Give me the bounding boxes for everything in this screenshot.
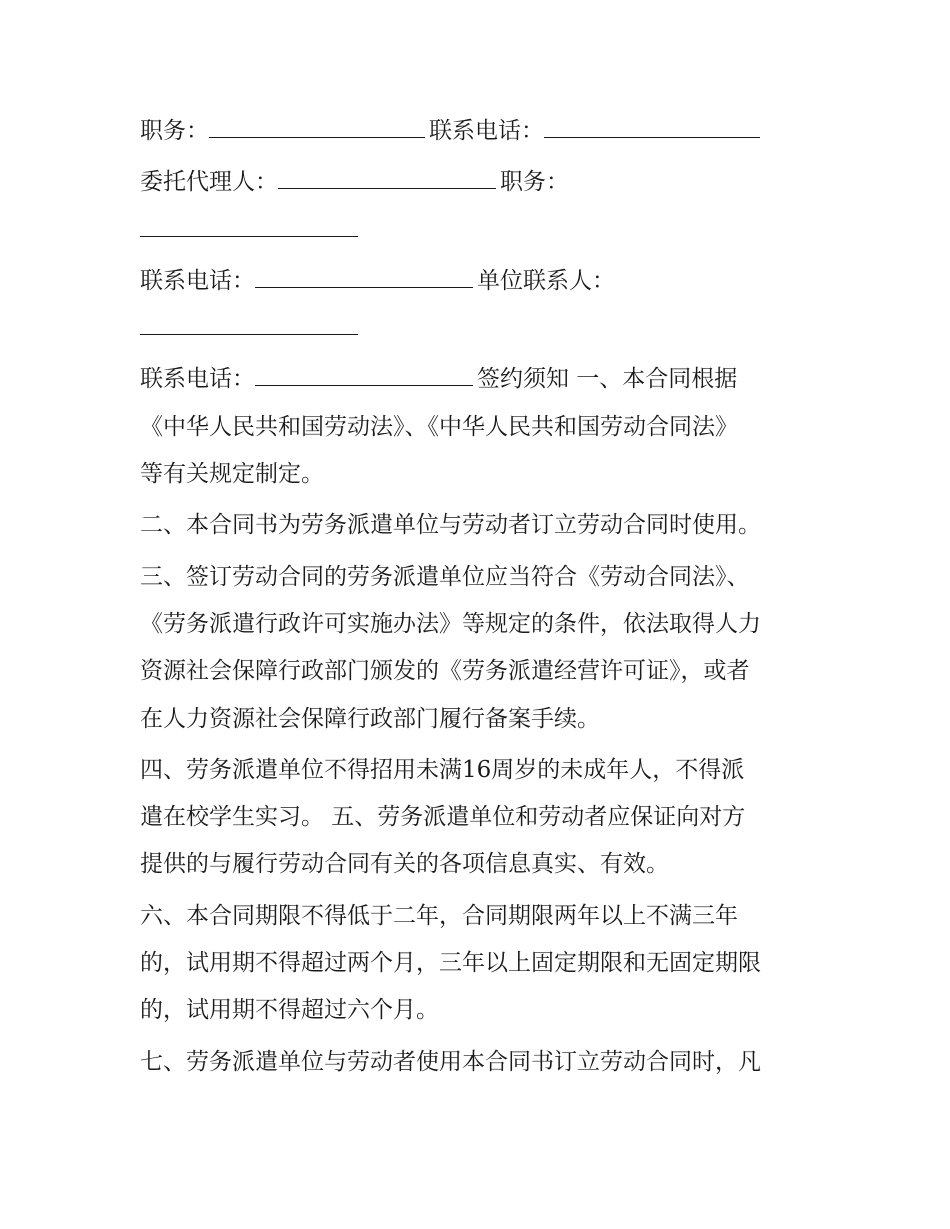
phone-label-2: 联系电话： — [140, 267, 255, 294]
notice-item2: 二、本合同书为劳务派遣单位与劳动者订立劳动合同时使用。 — [140, 512, 761, 539]
notice-item3-line4: 在人力资源社会保障行政部门履行备案手续。 — [140, 705, 600, 732]
unit-contact-blank[interactable] — [140, 312, 358, 335]
unit-contact-label: 单位联系人： — [477, 267, 615, 294]
notice-item4-line1: 四、劳务派遣单位不得招用未满16周岁的未成年人，不得派 — [140, 756, 745, 783]
phone-blank-2[interactable] — [255, 265, 473, 288]
notice-item6-line3: 的，试用期不得超过六个月。 — [140, 997, 439, 1024]
notice-item4-line2: 遣在校学生实习。 五、劳务派遣单位和劳动者应保证向对方 — [140, 804, 746, 831]
phone-label-3: 联系电话： — [140, 366, 255, 393]
notice-item1-line2: 《中华人民共和国劳动法》、《中华人民共和国劳动合同法》 — [140, 413, 738, 440]
document-body — [140, 108, 830, 1086]
notice-item5-line2: 提供的与履行劳动合同有关的各项信息真实、有效。 — [140, 851, 669, 878]
notice-item6-line1: 六、本合同期限不得低于二年，合同期限两年以上不满三年 — [140, 902, 738, 929]
contact-line-phone-notice — [140, 356, 830, 403]
notice-item1-line3: 等有关规定制定。 — [140, 461, 324, 488]
agent-label: 委托代理人： — [140, 169, 278, 196]
contact-line-agent-position — [140, 159, 830, 206]
agent-blank[interactable] — [278, 166, 496, 189]
phone-blank-3[interactable] — [255, 363, 473, 386]
contact-line-phone-unit — [140, 258, 830, 305]
contact-line-unit-blank — [140, 305, 830, 352]
position-label: 职务： — [140, 118, 209, 144]
contact-line-position-blank — [140, 207, 830, 254]
phone-blank[interactable] — [544, 115, 760, 138]
notice-item6-line2: 的，试用期不得超过两个月，三年以上固定期限和无固定期限 — [140, 950, 761, 977]
notice-item3-line2: 《劳务派遣行政许可实施办法》等规定的条件，依法取得人力 — [140, 610, 761, 637]
notice-heading: 签约须知 一、本合同根据 — [477, 366, 738, 393]
position-blank-2[interactable] — [140, 214, 358, 237]
notice-item7-line1: 七、劳务派遣单位与劳动者使用本合同书订立劳动合同时，凡 — [140, 1048, 761, 1075]
position-blank[interactable] — [209, 115, 425, 138]
notice-item3-line1: 三、签订劳动合同的劳务派遣单位应当符合《劳动合同法》、 — [140, 563, 750, 590]
phone-label: 联系电话： — [429, 118, 544, 144]
position-label-2: 职务： — [500, 169, 569, 196]
notice-item3-line3: 资源社会保障行政部门颁发的《劳务派遣经营许可证》，或者 — [140, 658, 750, 685]
contact-line-position-phone — [140, 108, 830, 155]
